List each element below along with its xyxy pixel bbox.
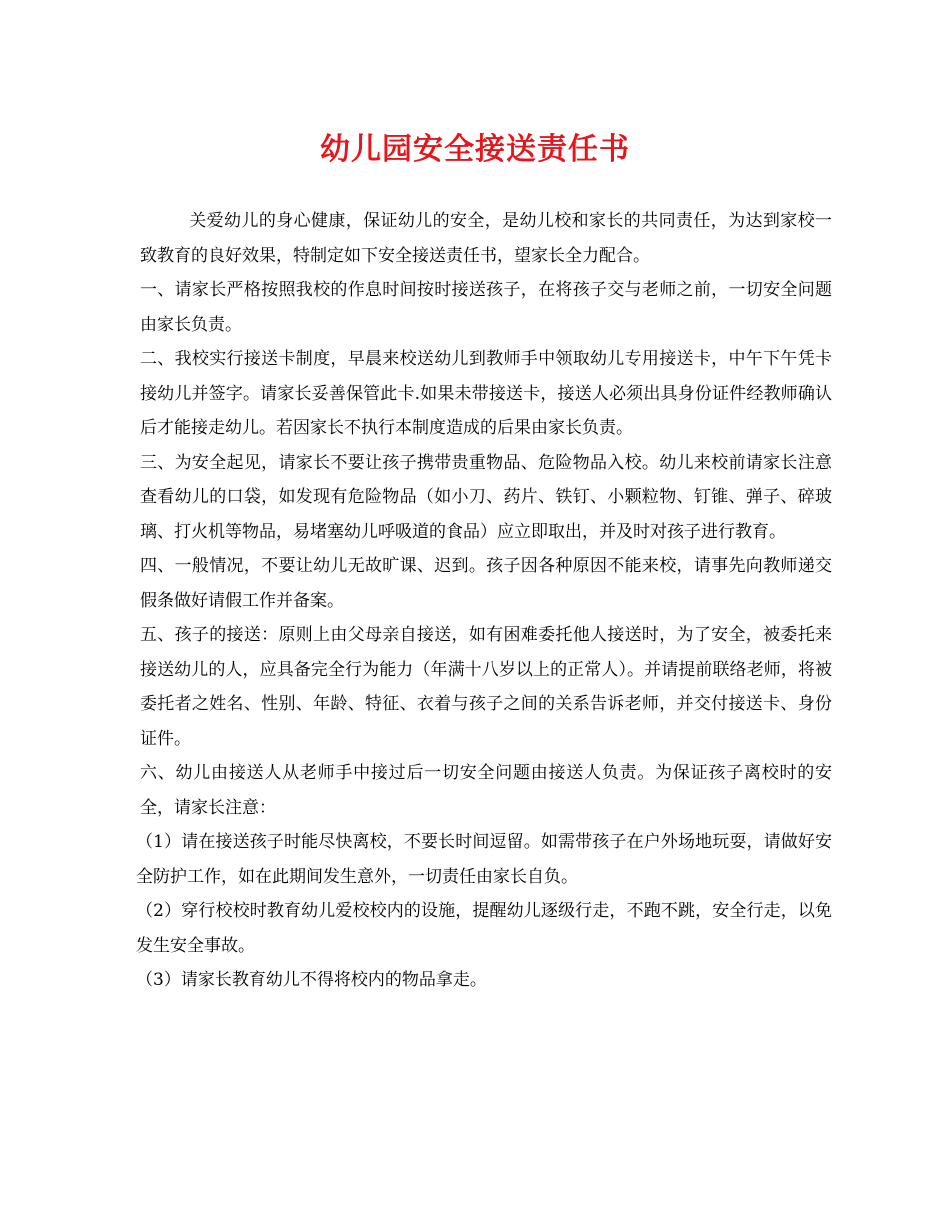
clause-1: 一、请家长严格按照我校的作息时间按时接送孩子，在将孩子交与老师之前，一切安全问题由家长负责。	[140, 280, 832, 335]
clause-6: 六、幼儿由接送人从老师手中接过后一切安全问题由接送人负责。为保证孩子离校时的安全，请家长注意：	[140, 763, 832, 818]
intro-paragraph: 关爱幼儿的身心健康，保证幼儿的安全，是幼儿校和家长的共同责任，为达到家校一致教育的良好效果，特制定如下安全接送责任书，望家长全力配合。	[140, 211, 832, 266]
document-body	[136, 204, 832, 998]
clause-3: 三、为安全起见，请家长不要让孩子携带贵重物品、危险物品入校。幼儿来校前请家长注意查看幼儿的口袋，如发现有危险物品（如小刀、药片、铁钉、小颗粒物、钉锥、弹子、碎玻璃、打火机等物品，易堵塞幼儿呼吸道的食品）应立即取出，并及时对孩子进行教育。	[140, 452, 832, 542]
clause-5: 五、孩子的接送：原则上由父母亲自接送，如有困难委托他人接送时，为了安全，被委托来接送幼儿的人，应具备完全行为能力（年满十八岁以上的正常人）。并请提前联络老师，将被委托者之姓名、性别、年龄、特征、衣着与孩子之间的关系告诉老师，并交付接送卡、身份证件。	[140, 625, 832, 749]
document-title: 幼儿园安全接送责任书	[320, 132, 630, 167]
clause-2: 二、我校实行接送卡制度，早晨来校送幼儿到教师手中领取幼儿专用接送卡，中午下午凭卡接幼儿并签字。请家长妥善保管此卡.如果未带接送卡，接送人必须出具身份证件经教师确认后才能接走幼儿。若因家长不执行本制度造成的后果由家长负责。	[140, 349, 832, 438]
sub-clause-1: （1）请在接送孩子时能尽快离校，不要长时间逗留。如需带孩子在户外场地玩耍，请做好安全防护工作，如在此期间发生意外，一切责任由家长自负。	[136, 832, 832, 887]
sub-clause-2: （2）穿行校校时教育幼儿爱校校内的设施，提醒幼儿逐级行走，不跑不跳，安全行走，以免发生安全事故。	[136, 901, 832, 956]
sub-clause-3: （3）请家长教育幼儿不得将校内的物品拿走。	[136, 970, 487, 990]
clause-4: 四、一般情况，不要让幼儿无故旷课、迟到。孩子因各种原因不能来校，请事先向教师递交假条做好请假工作并备案。	[140, 556, 832, 611]
